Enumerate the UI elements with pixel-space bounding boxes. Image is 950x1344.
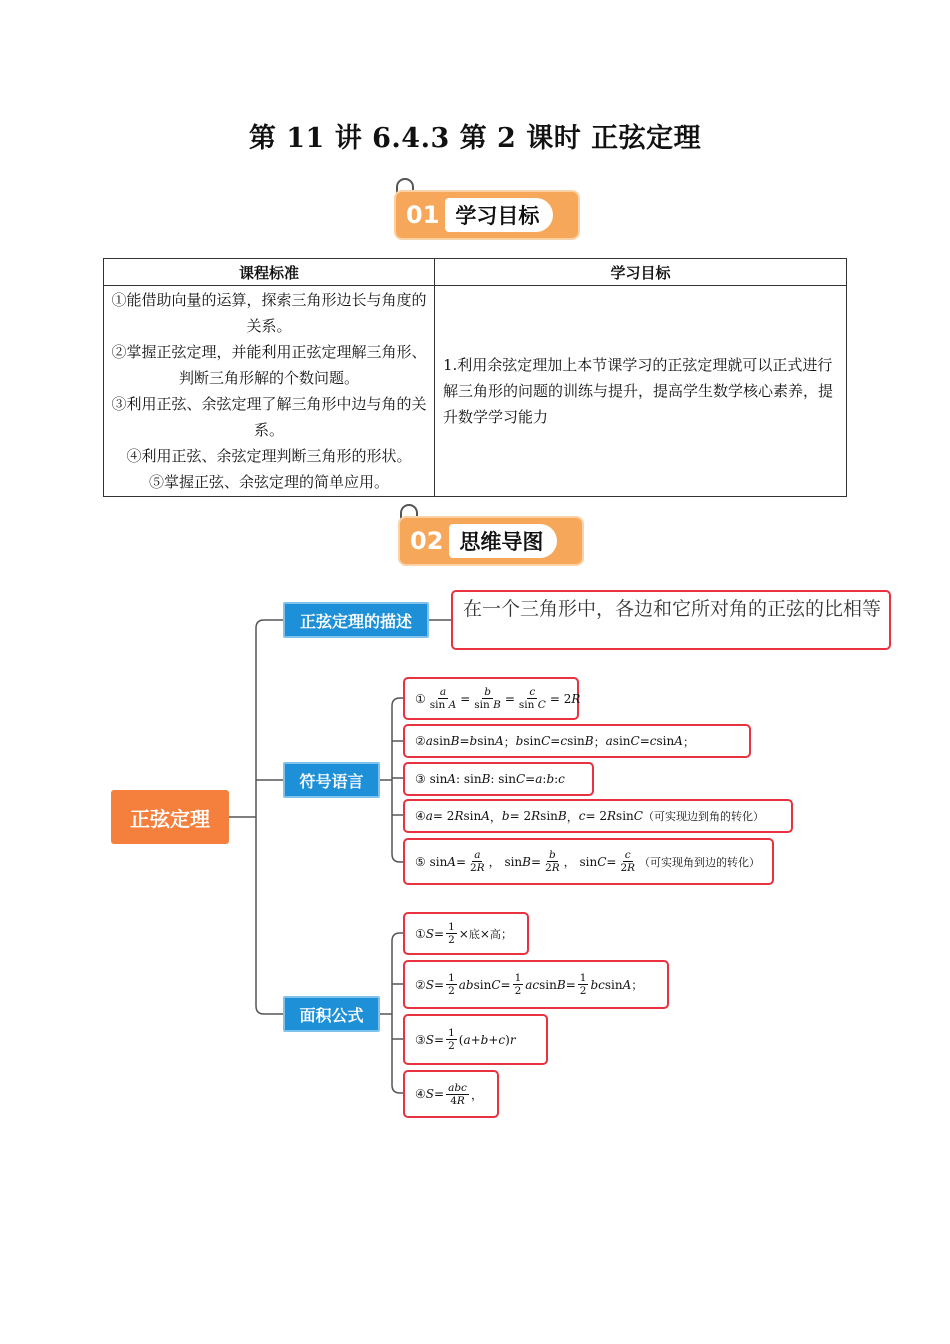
branch-description: 正弦定理的描述 [283,602,429,638]
branch-area: 面积公式 [283,996,380,1032]
formula-leaf-4: ④ a = 2 R sin A ， b = 2 R sin B ， c = 2 R sin C （可实现边到角的转化） [403,799,793,833]
standard-item: ①能借助向量的运算，探索三角形边长与角度的关系。 [111,291,427,335]
formula-leaf-1: ① $\frac{a}{\text{sin A}}$ = $\frac{b}{\text{sin B}}$ = $\frac{c}{\text{sin C}}$ = 2 R [403,677,579,720]
table-header-objectives: 学习目标 [435,259,847,286]
area-leaf-4: ④ S = $\frac{\text{abc}}{4R}$ ， [403,1070,499,1118]
standard-item: ③利用正弦、余弦定理了解三角形中边与角的关系。 [111,395,427,439]
area-leaf-3: ③ S = $\frac{1}{2}$ ( a + b + c ) r [403,1014,548,1065]
area-leaf-2: ② S = $\frac{1}{2}$ ab sin C = $\frac{1}{2}$ ac sin B = $\frac{1}{2}$ bc sin A ； [403,960,669,1009]
section-number: 02 [410,527,444,555]
formula-leaf-2: ② a sin B = b sin A ； b sin C = c sin B ； a sin C = c sin A ； [403,724,751,758]
word-height: 高 [489,927,501,941]
note-angle-to-side: （可实现角到边的转化） [639,855,761,869]
standard-item: ④利用正弦、余弦定理判断三角形的形状。 [126,447,412,465]
section-number: 01 [406,201,440,229]
table-header-standards: 课程标准 [104,259,435,286]
note-side-to-angle: （可实现边到角的转化） [642,810,764,823]
objective-cell: 1.利用余弦定理加上本节课学习的正弦定理就可以正式进行解三角形的问题的训练与提升，提高学生数学核心素养，提升数学学习能力 [435,286,847,497]
branch-symbolic: 符号语言 [283,762,380,798]
standard-item: ②掌握正弦定理，并能利用正弦定理解三角形、判断三角形解的个数问题。 [111,343,427,387]
page-title: 第 11 讲 6.4.3 第 2 课时 正弦定理 [248,123,702,154]
standard-item: ⑤掌握正弦、余弦定理的简单应用。 [148,473,389,491]
section-label: 思维导图 [449,524,557,558]
description-leaf: 在一个三角形中，各边和它所对角的正弦的比相等 [451,590,891,650]
formula-leaf-3: ③ sin A : sin B : sin C = a : b : c [403,762,594,796]
area-leaf-1: ① S = $\frac{1}{2}$ × 底 × 高 ； [403,912,529,955]
word-base: 底 [468,927,480,941]
section-label: 学习目标 [445,198,553,232]
formula-leaf-5: ⑤ sin A = $\frac{a}{2R}$ ， sin B = $\frac{b}{2R}$ ， sin C = $\frac{c}{2R}$ （可实现角到边的转化） [403,838,774,885]
mindmap-root: 正弦定理 [111,790,229,844]
